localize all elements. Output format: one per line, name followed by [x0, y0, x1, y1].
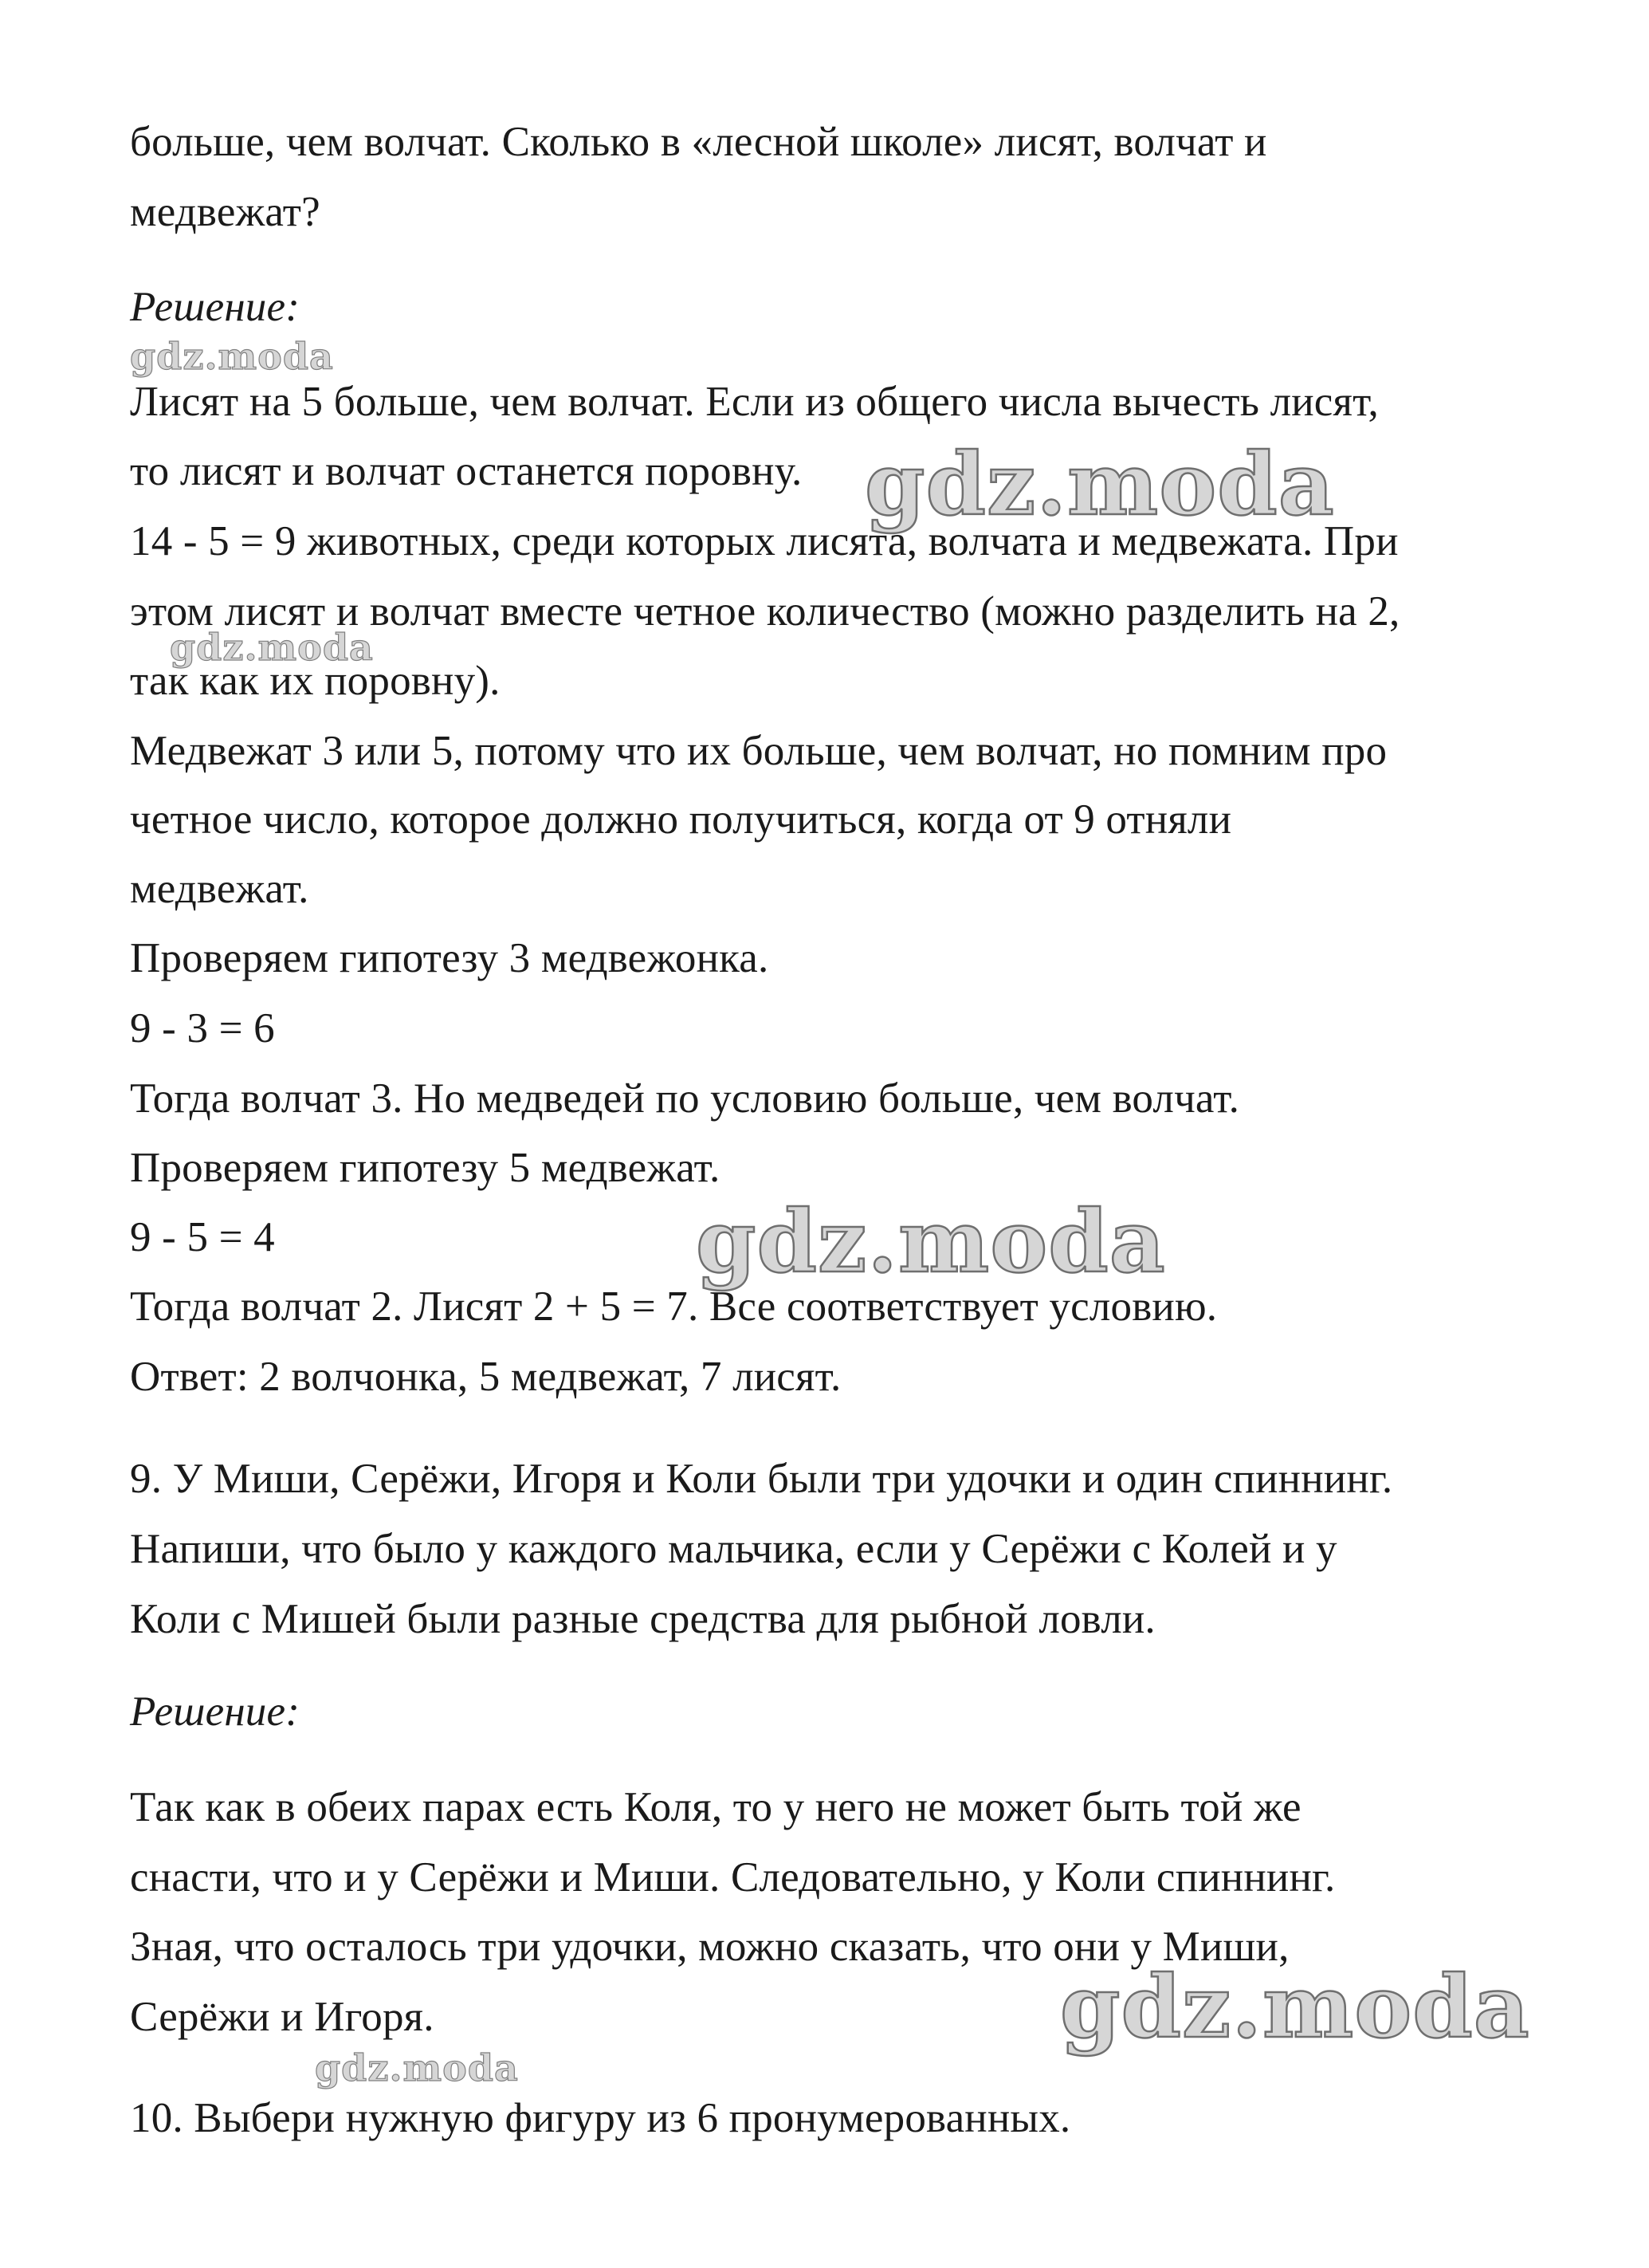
watermark-logo-5: gdz.moda [1060, 1957, 1530, 2058]
solution8-line-13: 9 - 5 = 4 [130, 1214, 275, 1260]
solution8-line-6: Медвежат 3 или 5, потому что их больше, чем волчат, но помним про [130, 728, 1388, 774]
watermark-logo-2: gdz.moda [865, 434, 1335, 535]
problem8-text-line-1: больше, чем волчат. Сколько в «лесной школе» лисят, волчат и [130, 119, 1267, 165]
solution8-line-7: четное число, которое должно получиться, когда от 9 отняли [130, 796, 1232, 843]
solution8-line-14: Тогда волчат 2. Лисят 2 + 5 = 7. Все соответствует условию. [130, 1283, 1218, 1330]
solution8-line-4: этом лисят и волчат вместе четное количество (можно разделить на 2, [130, 588, 1400, 635]
problem9-line-1: 9. У Миши, Серёжи, Игоря и Коли были три удочки и один спиннинг. [130, 1456, 1393, 1502]
problem10-line-1: 10. Выбери нужную фигуру из 6 пронумерованных. [130, 2095, 1071, 2141]
watermark-logo-1: gdz.moda [130, 335, 334, 378]
solution8-line-11: Тогда волчат 3. Но медведей по условию больше, чем волчат. [130, 1075, 1240, 1122]
watermark-logo-3: gdz.moda [170, 626, 374, 669]
solution9-line-2: снасти, что и у Серёжи и Миши. Следовательно, у Коли спиннинг. [130, 1854, 1336, 1900]
problem9-line-3: Коли с Мишей были разные средства для рыбной ловли. [130, 1596, 1156, 1642]
solution8-line-9: Проверяем гипотезу 3 медвежонка. [130, 935, 769, 981]
problem9-line-2: Напиши, что было у каждого мальчика, если у Серёжи с Колей и у [130, 1526, 1337, 1572]
solution8-line-10: 9 - 3 = 6 [130, 1005, 275, 1051]
solution9-line-4: Серёжи и Игоря. [130, 1994, 434, 2040]
problem8-text-line-2: медвежат? [130, 189, 320, 235]
solution8-heading: Решение: [130, 284, 300, 330]
solution8-line-8: медвежат. [130, 866, 309, 912]
solution9-line-3: Зная, что осталось три удочки, можно сказать, что они у Миши, [130, 1924, 1290, 1970]
solution9-line-1: Так как в обеих парах есть Коля, то у него не может быть той же [130, 1784, 1302, 1830]
solution8-line-1: Лисят на 5 больше, чем волчат. Если из общего числа вычесть лисят, [130, 379, 1379, 425]
solution8-line-12: Проверяем гипотезу 5 медвежат. [130, 1145, 720, 1191]
watermark-logo-6: gdz.moda [315, 2046, 519, 2089]
solution8-line-5: так как их поровну). [130, 658, 501, 704]
solution8-answer: Ответ: 2 волчонка, 5 медвежат, 7 лисят. [130, 1354, 842, 1400]
solution8-line-3: 14 - 5 = 9 животных, среди которых лисята, волчата и медвежата. При [130, 518, 1399, 564]
solution8-line-2: то лисят и волчат останется поровну. [130, 448, 803, 494]
solution9-heading: Решение: [130, 1688, 300, 1735]
watermark-logo-4: gdz.moda [696, 1192, 1166, 1292]
